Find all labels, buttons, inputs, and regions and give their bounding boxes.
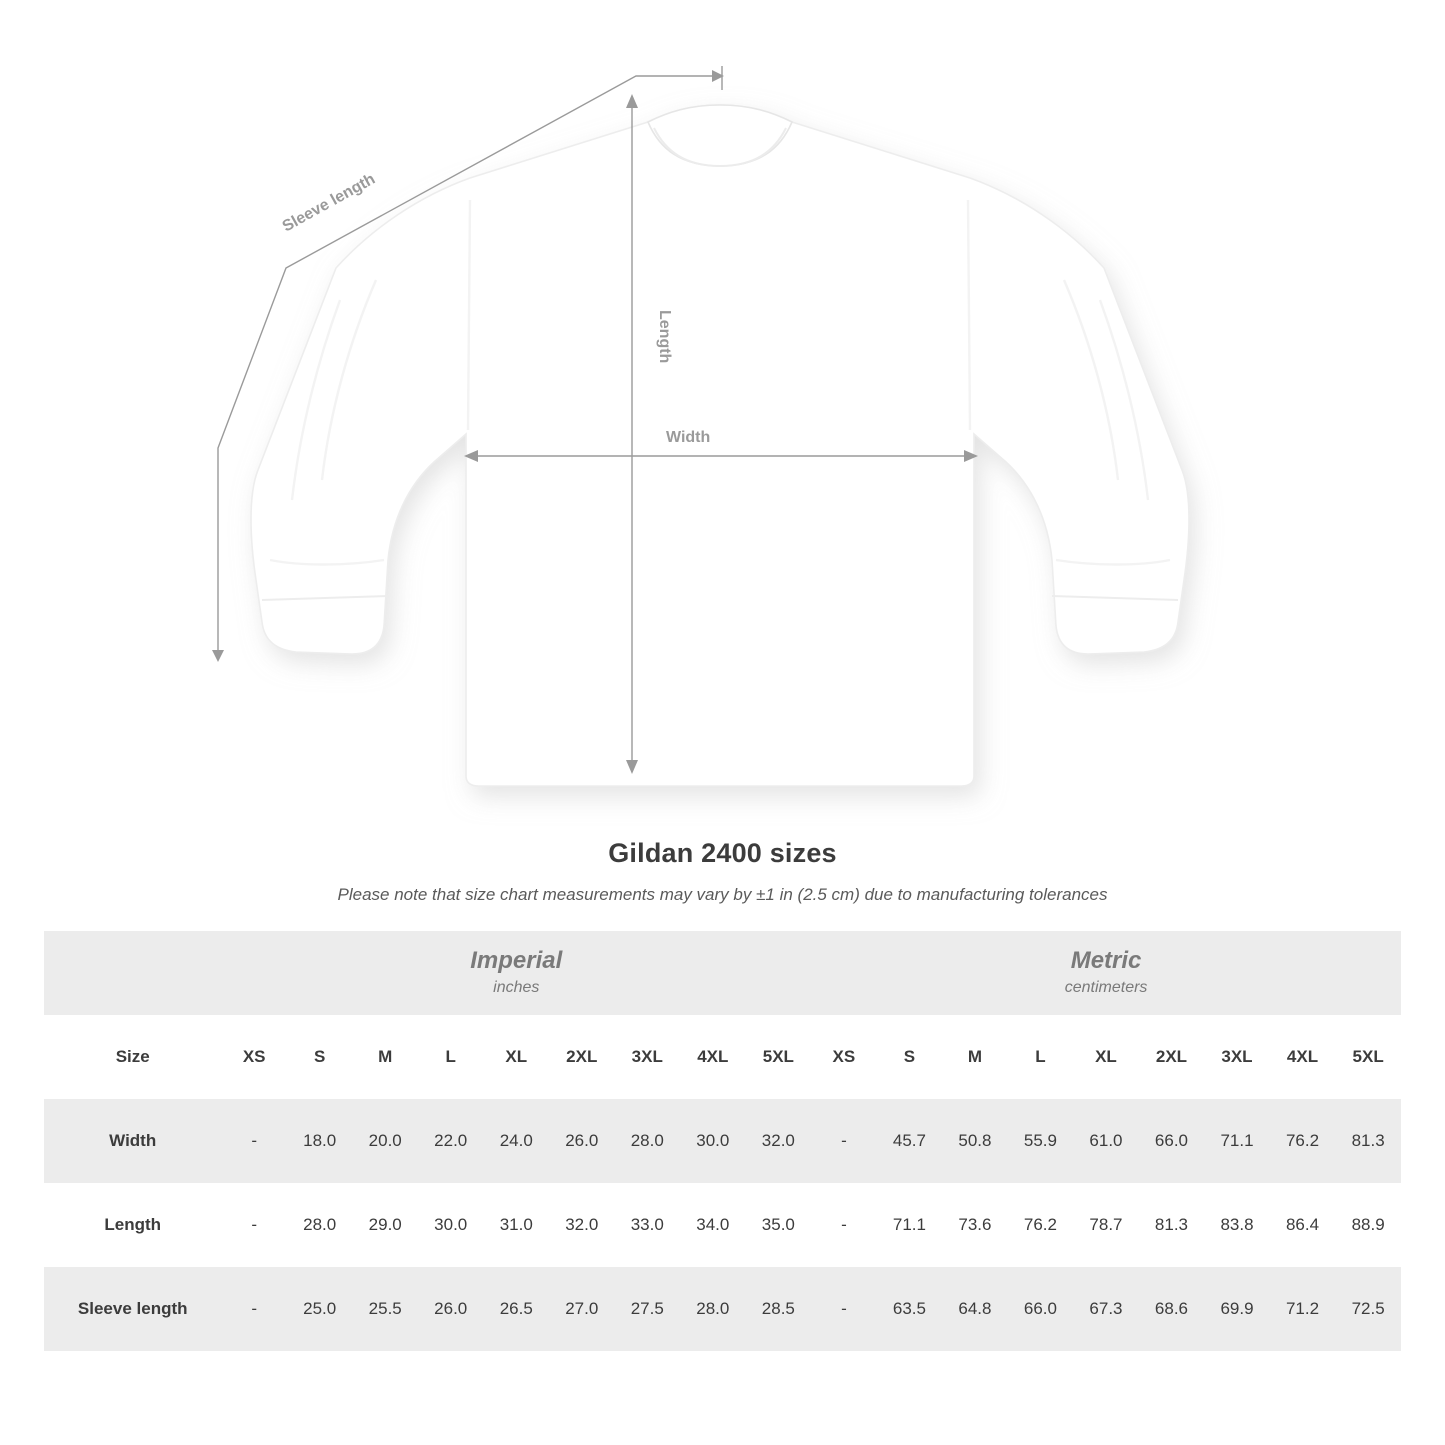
- cell-length-metric-2xl: 81.3: [1139, 1183, 1205, 1267]
- cell-width-metric-2xl: 66.0: [1139, 1099, 1205, 1183]
- header-imperial-5xl: 5XL: [746, 1015, 812, 1099]
- header-metric-l: L: [1008, 1015, 1074, 1099]
- unit-metric-sub: centimeters: [1064, 979, 1148, 996]
- cell-sleeve-imperial-2xl: 27.0: [549, 1267, 615, 1351]
- cell-width-metric-4xl: 76.2: [1270, 1099, 1336, 1183]
- cell-length-metric-s: 71.1: [877, 1183, 943, 1267]
- cell-width-metric-xs: -: [811, 1099, 877, 1183]
- cell-sleeve-imperial-m: 25.5: [352, 1267, 418, 1351]
- header-metric-xl: XL: [1073, 1015, 1139, 1099]
- row-label-sleeve-length: Sleeve length: [44, 1267, 221, 1351]
- cell-sleeve-imperial-4xl: 28.0: [680, 1267, 746, 1351]
- row-label-width: Width: [44, 1099, 221, 1183]
- cell-width-imperial-2xl: 26.0: [549, 1099, 615, 1183]
- cell-length-imperial-2xl: 32.0: [549, 1183, 615, 1267]
- cell-sleeve-imperial-xl: 26.5: [483, 1267, 549, 1351]
- cell-sleeve-metric-s: 63.5: [877, 1267, 943, 1351]
- measurement-note: Please note that size chart measurements may vary by ±1 in (2.5 cm) due to manufacturing tolerances: [337, 885, 1108, 904]
- header-imperial-4xl: 4XL: [680, 1015, 746, 1099]
- cell-width-imperial-xl: 24.0: [483, 1099, 549, 1183]
- cell-width-metric-s: 45.7: [877, 1099, 943, 1183]
- shirt-silhouette: [251, 105, 1189, 786]
- cell-width-metric-m: 50.8: [942, 1099, 1008, 1183]
- header-imperial-2xl: 2XL: [549, 1015, 615, 1099]
- cell-length-metric-3xl: 83.8: [1204, 1183, 1270, 1267]
- header-imperial-m: M: [352, 1015, 418, 1099]
- unit-metric-name: Metric: [1070, 947, 1142, 974]
- cell-width-imperial-m: 20.0: [352, 1099, 418, 1183]
- cell-sleeve-metric-l: 66.0: [1008, 1267, 1074, 1351]
- header-imperial-s: S: [287, 1015, 353, 1099]
- header-metric-2xl: 2XL: [1139, 1015, 1205, 1099]
- cell-length-imperial-5xl: 35.0: [746, 1183, 812, 1267]
- cell-width-imperial-xs: -: [221, 1099, 287, 1183]
- header-imperial-xl: XL: [483, 1015, 549, 1099]
- cell-width-metric-5xl: 81.3: [1335, 1099, 1401, 1183]
- cell-sleeve-imperial-s: 25.0: [287, 1267, 353, 1351]
- cell-sleeve-imperial-5xl: 28.5: [746, 1267, 812, 1351]
- header-metric-s: S: [877, 1015, 943, 1099]
- cell-width-imperial-s: 18.0: [287, 1099, 353, 1183]
- cell-length-metric-xs: -: [811, 1183, 877, 1267]
- header-imperial-xs: XS: [221, 1015, 287, 1099]
- unit-imperial-sub: inches: [493, 979, 540, 996]
- cell-length-metric-4xl: 86.4: [1270, 1183, 1336, 1267]
- cell-width-metric-l: 55.9: [1008, 1099, 1074, 1183]
- header-metric-4xl: 4XL: [1270, 1015, 1336, 1099]
- header-metric-xs: XS: [811, 1015, 877, 1099]
- header-imperial-3xl: 3XL: [615, 1015, 681, 1099]
- table-row: [44, 1183, 1401, 1267]
- table-header-row: [44, 1015, 1401, 1099]
- cell-width-metric-xl: 61.0: [1073, 1099, 1139, 1183]
- unit-metric: [811, 931, 1401, 1015]
- cell-length-imperial-3xl: 33.0: [615, 1183, 681, 1267]
- header-imperial-l: L: [418, 1015, 484, 1099]
- cell-width-imperial-5xl: 32.0: [746, 1099, 812, 1183]
- width-label: [666, 429, 710, 446]
- width-label-text: Width: [666, 429, 711, 446]
- cell-length-imperial-l: 30.0: [418, 1183, 484, 1267]
- header-metric-m: M: [942, 1015, 1008, 1099]
- unit-imperial-name: Imperial: [470, 947, 563, 974]
- cell-sleeve-metric-m: 64.8: [942, 1267, 1008, 1351]
- cell-sleeve-imperial-xs: -: [221, 1267, 287, 1351]
- cell-length-imperial-s: 28.0: [287, 1183, 353, 1267]
- page-title: Gildan 2400 sizes: [608, 838, 837, 868]
- cell-sleeve-metric-xl: 67.3: [1073, 1267, 1139, 1351]
- cell-sleeve-metric-3xl: 69.9: [1204, 1267, 1270, 1351]
- cell-width-metric-3xl: 71.1: [1204, 1099, 1270, 1183]
- cell-width-imperial-4xl: 30.0: [680, 1099, 746, 1183]
- header-metric-3xl: 3XL: [1204, 1015, 1270, 1099]
- cell-length-metric-5xl: 88.9: [1335, 1183, 1401, 1267]
- cell-length-imperial-4xl: 34.0: [680, 1183, 746, 1267]
- cell-length-imperial-xs: -: [221, 1183, 287, 1267]
- cell-length-imperial-xl: 31.0: [483, 1183, 549, 1267]
- cell-length-metric-xl: 78.7: [1073, 1183, 1139, 1267]
- row-label-length: Length: [44, 1183, 221, 1267]
- cell-sleeve-metric-5xl: 72.5: [1335, 1267, 1401, 1351]
- cell-width-imperial-3xl: 28.0: [615, 1099, 681, 1183]
- header-size: Size: [44, 1015, 221, 1099]
- cell-length-metric-m: 73.6: [942, 1183, 1008, 1267]
- cell-length-metric-l: 76.2: [1008, 1183, 1074, 1267]
- title-block: [0, 838, 1445, 905]
- sleeve-length-label-text: Sleeve length: [279, 170, 379, 236]
- header-metric-5xl: 5XL: [1335, 1015, 1401, 1099]
- cell-length-imperial-m: 29.0: [352, 1183, 418, 1267]
- cell-width-imperial-l: 22.0: [418, 1099, 484, 1183]
- size-table: [44, 931, 1401, 1351]
- length-label-text: Length: [656, 310, 673, 364]
- table-row: [44, 1267, 1401, 1351]
- unit-imperial: [221, 931, 811, 1015]
- table-row: [44, 1099, 1401, 1183]
- unit-band-row: [44, 931, 1401, 1015]
- cell-sleeve-metric-xs: -: [811, 1267, 877, 1351]
- cell-sleeve-metric-4xl: 71.2: [1270, 1267, 1336, 1351]
- length-label: [656, 310, 673, 363]
- cell-sleeve-imperial-l: 26.0: [418, 1267, 484, 1351]
- cell-sleeve-imperial-3xl: 27.5: [615, 1267, 681, 1351]
- unit-band-spacer: [44, 931, 221, 1015]
- cell-sleeve-metric-2xl: 68.6: [1139, 1267, 1205, 1351]
- size-table-wrapper: [44, 931, 1401, 1351]
